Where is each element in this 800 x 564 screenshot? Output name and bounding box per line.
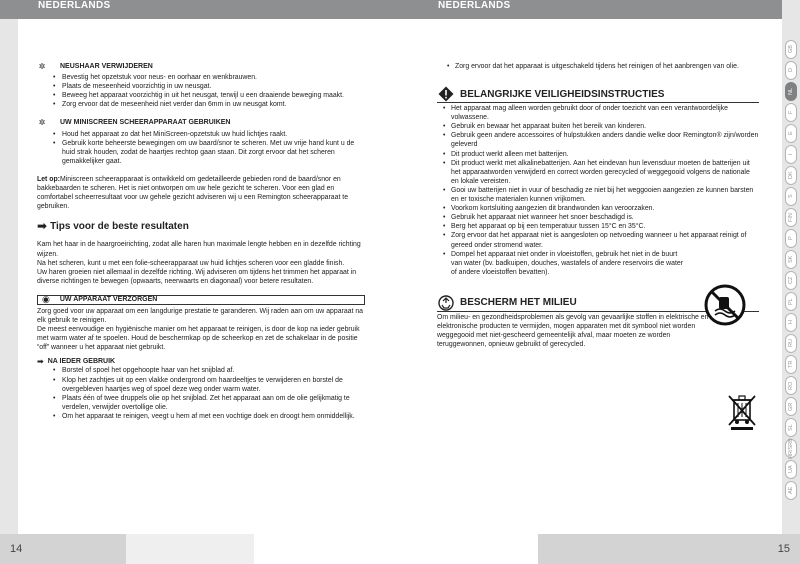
- top-list: [447, 62, 759, 71]
- na-gebruik-list: [53, 366, 365, 421]
- list-item: • Klop het zachtjes uit op een vlakke ondergrond om haardeeltjes te verwijderen en borstel de overgebleven haartjes weg of spoel deze weg onder warm water.: [53, 376, 365, 394]
- list-item: • Gebruik en bewaar het apparaat buiten het bereik van kinderen.: [443, 122, 759, 131]
- language-tab-f[interactable]: F: [785, 103, 797, 122]
- neushaar-list: [53, 73, 365, 109]
- language-tab-hr-srb[interactable]: HR/SRB: [785, 439, 797, 458]
- list-item: • Borstel of spoel het opgehoopte haar van het snijblad af.: [53, 366, 365, 375]
- settings-icon: ✲: [38, 62, 46, 71]
- list-item: • Plaats één of twee druppels olie op het snijblad. Zet het apparaat aan om de olie gelijkmatig te verdelen, verwijder overtollige olie.: [53, 394, 365, 412]
- left-footer-accent: [126, 534, 254, 564]
- right-footer-bar: [538, 534, 800, 564]
- tips-paragraph-1: Kam het haar in de haargroeirichting, zodat alle haren hun maximale lengte hebben en in dezelfde richting wijzen.: [37, 241, 361, 258]
- language-tab-e[interactable]: E: [785, 124, 797, 143]
- list-item: • Om het apparaat te reinigen, veegt u hem af met een vochtige doek en droogt hem onmiddellijk.: [53, 412, 365, 421]
- left-edge-strip: [0, 0, 18, 564]
- language-tab-sk[interactable]: SK: [785, 250, 797, 269]
- left-page-header: [0, 0, 400, 19]
- recycle-icon: [437, 294, 454, 311]
- letop-text: Miniscreen scheerapparaat is ontwikkeld om gedetailleerde gebieden rond de baard/snor en bakkebaarden te scheren. Het is niet ontworpen om uw hele gezicht te scheren. Voor een glad en comfortabel scheerresultaat voor uw gehele gezicht adviseren wij u een Remington scheerapparaat te gebruiken.: [37, 175, 349, 211]
- language-tab-nl[interactable]: NL: [785, 82, 797, 101]
- miniscreen-title: ✲ UW MINISCREEN SCHEERAPPARAAT GEBRUIKEN: [38, 118, 231, 128]
- language-tab-p[interactable]: P: [785, 229, 797, 248]
- language-tab-dk[interactable]: DK: [785, 166, 797, 185]
- list-item: • Gooi uw batterijen niet in vuur of beschadig ze niet bij het weggooien aangezien ze kunnen barsten en er toxische materialen kunnen vrijkomen.: [443, 186, 759, 204]
- list-item: • Plaats de meseenheid voorzichtig in uw neusgat.: [53, 82, 365, 91]
- eye-icon: ◉: [42, 294, 50, 305]
- language-tab-h[interactable]: H: [785, 313, 797, 332]
- letop-paragraph: [37, 175, 365, 211]
- list-item: • Zorg ervoor dat het apparaat is uitgeschakeld tijdens het reinigen of het aanbrengen van olie.: [447, 62, 759, 71]
- list-item: • Zorg ervoor dat het apparaat niet is aangesloten op netvoeding wanneer u het apparaat reinigt of gereed onder stromend water.: [443, 231, 759, 249]
- na-gebruik-title: ➡ NA IEDER GEBRUIK: [37, 357, 116, 367]
- language-tab-tr[interactable]: TR: [785, 355, 797, 374]
- list-item: • Zorg ervoor dat de meseenheid niet verder dan 6mm in uw neusgat komt.: [53, 100, 365, 109]
- left-page-content: [37, 62, 365, 421]
- miniscreen-list: [53, 130, 365, 166]
- right-page-number: 15: [777, 543, 790, 555]
- right-page-header: [400, 0, 782, 19]
- list-item: • Dit product werkt alleen met batterijen.: [443, 150, 759, 159]
- arrow-right-icon: ➡: [37, 357, 44, 367]
- no-water-icon: [703, 283, 747, 327]
- verzorgen-paragraph-1: Zorg goed voor uw apparaat om een langdurige prestatie te garanderen. Wij raden aan om uw apparaat na elk gebruik te reinigen.: [37, 307, 363, 324]
- arrow-right-icon: ➡: [37, 219, 48, 234]
- language-sidebar: [784, 40, 798, 500]
- language-tab-gr[interactable]: GR: [785, 397, 797, 416]
- left-page-number: 14: [10, 543, 23, 555]
- verzorgen-title: ◉ UW APPARAAT VERZORGEN: [37, 295, 365, 305]
- language-tab-ro[interactable]: RO: [785, 376, 797, 395]
- list-item: • Houd het apparaat zo dat het MiniScreen-opzetstuk uw huid lichtjes raakt.: [53, 130, 365, 139]
- language-tab-pl[interactable]: PL: [785, 292, 797, 311]
- list-item: • Het apparaat mag alleen worden gebruikt door of onder toezicht van een verantwoordelijke volwassene.: [443, 104, 759, 122]
- list-item: • Dit product werkt met alkalinebatterijen. Aan het eindevan hun levensduur moeten de batterijen uit het apparaatworden verwijderd en correct worden gerecycled of weggegooid volgens de nationale en lokale vereisten.: [443, 159, 759, 186]
- list-item: • Dompel het apparaat niet onder in vloeistoffen, gebruik het niet in de buurt van water (bv. badkuipen, douches, wastafels of andere reservoirs die water of andere vloeistoffen bevatten).: [443, 250, 759, 277]
- safety-title: BELANGRIJKE VEILIGHEIDSINSTRUCTIES: [437, 86, 759, 103]
- list-item: • Bevestig het opzetstuk voor neus- en oorhaar en wenkbrauwen.: [53, 73, 365, 82]
- warning-icon: [437, 86, 454, 103]
- list-item: • Berg het apparaat op bij een temperatuur tussen 15°C en 35°C.: [443, 222, 759, 231]
- language-tab-cz[interactable]: CZ: [785, 271, 797, 290]
- settings-icon: ✲: [38, 118, 46, 128]
- tips-title: ➡ Tips voor de beste resultaten: [37, 219, 189, 234]
- tips-paragraph-2: Na het scheren, kunt u met een folie-scheerapparaat uw huid lichtjes scheren voor een gladde finish.: [37, 259, 345, 267]
- language-tab-ae[interactable]: AE: [785, 481, 797, 500]
- left-header-title: NEDERLANDS: [38, 0, 111, 11]
- language-tab-fin[interactable]: FIN: [785, 208, 797, 227]
- list-item: • Voorkom kortsluiting aangezien dit brandwonden kan veroorzaken.: [443, 204, 759, 213]
- language-tab-d[interactable]: D: [785, 61, 797, 80]
- letop-label: Let op:: [37, 175, 60, 183]
- language-tab-gb[interactable]: GB: [785, 40, 797, 59]
- safety-list: [443, 104, 759, 277]
- language-tab-ru[interactable]: RU: [785, 334, 797, 353]
- list-item: • Gebruik geen andere accessoires of hulpstukken anders dandie welke door Remington® zijn/worden geleverd: [443, 131, 759, 149]
- list-item: • Beweeg het apparaat voorzichtig in uit het neusgat, terwijl u een draaiende beweging maakt.: [53, 91, 365, 100]
- list-item: • Gebruik korte beheerste bewegingen om uw baard/snor te scheren. Met uw vrije hand kunt u de huid strak houden, zodat de haartjes rechtop gaan staan. Dit zorgt ervoor dat het scheren gemakkelijker gaat.: [53, 139, 365, 166]
- list-item: • Gebruik het apparaat niet wanneer het snoer beschadigd is.: [443, 213, 759, 222]
- language-tab-i[interactable]: I: [785, 145, 797, 164]
- language-tab-s[interactable]: S: [785, 187, 797, 206]
- milieu-title: BESCHERM HET MILIEU: [437, 295, 759, 312]
- neushaar-title: ✲ NEUSHAAR VERWIJDEREN: [38, 62, 153, 71]
- language-tab-ua[interactable]: UA: [785, 460, 797, 479]
- language-tab-sl[interactable]: SL: [785, 418, 797, 437]
- crossed-bin-icon: [725, 392, 759, 432]
- milieu-paragraph: Om milieu- en gezondheidsproblemen als gevolg van gevaarlijke stoffen in elektrische en elektronische producten te vermijden, mogen apparaten met dit symbool niet worden weggegooid met niet-gescheerd gemeentelijk afval, maar moeten ze worden teruggewonnen, opnieuw gebruikt of gerecycled.: [437, 313, 709, 349]
- right-header-title: NEDERLANDS: [438, 0, 511, 11]
- verzorgen-paragraph-2: De meest eenvoudige en hygiënische manier om het apparaat te reinigen, is door de kop na ieder gebruik met warm water af te spoelen. Houd de beschermkap op de scheerkop en zet de schakelaar in de positie “off” wanneer u het apparaat niet gebruikt.: [37, 326, 360, 352]
- tips-paragraph-3: Uw haren groeien niet allemaal in dezelfde richting. Wij adviseren om tijdens het trimmen het apparaat in diverse richtingen te bewegen (opwaarts, neerwaarts en diagonaal) voor betere resultaten.: [37, 268, 357, 285]
